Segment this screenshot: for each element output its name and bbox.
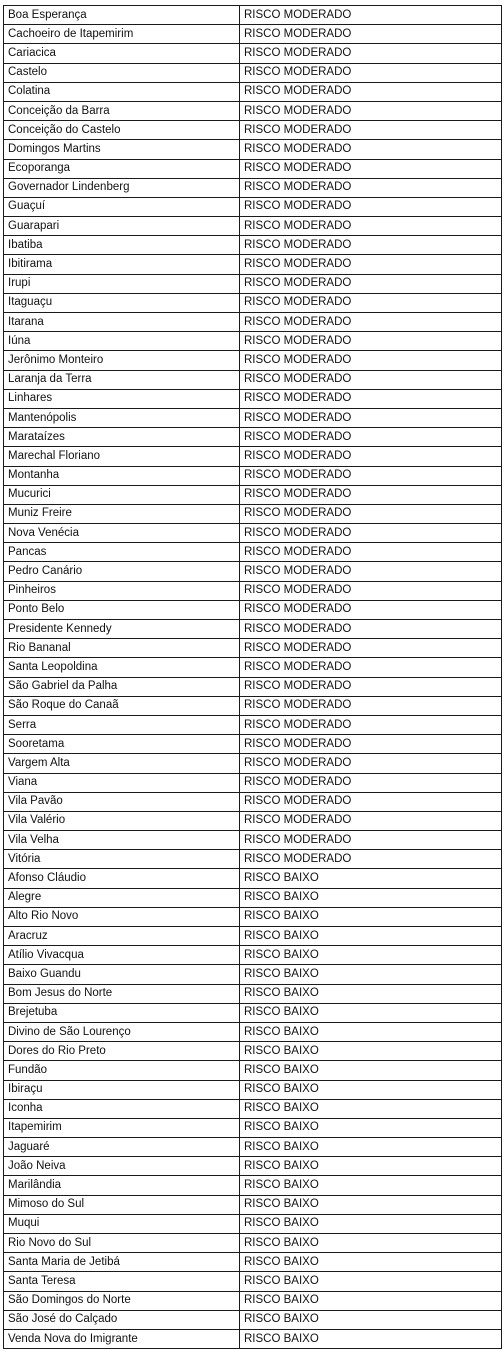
table-row — [4, 485, 502, 504]
risk-level-cell: RISCO MODERADO — [240, 63, 502, 82]
table-row — [4, 965, 502, 984]
table-row — [4, 1234, 502, 1253]
municipality-cell: Laranja da Terra — [4, 370, 240, 389]
risk-level-cell: RISCO MODERADO — [240, 447, 502, 466]
municipality-cell: Itarana — [4, 313, 240, 332]
municipality-cell: Santa Maria de Jetibá — [4, 1253, 240, 1272]
table-row — [4, 428, 502, 447]
table-row — [4, 82, 502, 101]
table-row — [4, 25, 502, 44]
risk-level-cell: RISCO MODERADO — [240, 543, 502, 562]
risk-level-cell: RISCO BAIXO — [240, 1080, 502, 1099]
municipality-cell: Boa Esperança — [4, 6, 240, 25]
table-row — [4, 927, 502, 946]
table-row — [4, 984, 502, 1003]
municipality-cell: Cachoeiro de Itapemirim — [4, 25, 240, 44]
municipality-cell: Domingos Martins — [4, 140, 240, 159]
municipality-cell: Pedro Canário — [4, 562, 240, 581]
risk-level-cell: RISCO MODERADO — [240, 524, 502, 543]
table-row — [4, 831, 502, 850]
table-row — [4, 178, 502, 197]
table-row — [4, 639, 502, 658]
table-row — [4, 504, 502, 523]
municipality-cell: Mantenópolis — [4, 408, 240, 427]
table-row — [4, 811, 502, 830]
risk-level-cell: RISCO BAIXO — [240, 1291, 502, 1310]
risk-level-cell: RISCO BAIXO — [240, 1042, 502, 1061]
municipality-cell: Venda Nova do Imigrante — [4, 1329, 240, 1348]
table-row — [4, 696, 502, 715]
table-row — [4, 159, 502, 178]
risk-level-cell: RISCO MODERADO — [240, 82, 502, 101]
table-row — [4, 869, 502, 888]
table-row — [4, 677, 502, 696]
table-row — [4, 408, 502, 427]
risk-level-cell: RISCO MODERADO — [240, 370, 502, 389]
risk-level-cell: RISCO MODERADO — [240, 313, 502, 332]
risk-level-cell: RISCO MODERADO — [240, 504, 502, 523]
table-row — [4, 1214, 502, 1233]
municipality-cell: Pancas — [4, 543, 240, 562]
table-row — [4, 773, 502, 792]
municipality-cell: Ibatiba — [4, 236, 240, 255]
risk-level-cell: RISCO MODERADO — [240, 581, 502, 600]
risk-level-cell: RISCO BAIXO — [240, 984, 502, 1003]
risk-level-cell: RISCO MODERADO — [240, 140, 502, 159]
table-row — [4, 850, 502, 869]
municipality-cell: Jerônimo Monteiro — [4, 351, 240, 370]
risk-level-cell: RISCO BAIXO — [240, 1214, 502, 1233]
risk-level-cell: RISCO BAIXO — [240, 1022, 502, 1041]
municipality-cell: Vila Velha — [4, 831, 240, 850]
table-row — [4, 1310, 502, 1329]
risk-level-cell: RISCO MODERADO — [240, 466, 502, 485]
risk-level-cell: RISCO MODERADO — [240, 428, 502, 447]
risk-level-cell: RISCO BAIXO — [240, 1176, 502, 1195]
risk-level-cell: RISCO MODERADO — [240, 389, 502, 408]
table-row — [4, 562, 502, 581]
table-row — [4, 1195, 502, 1214]
municipality-cell: Afonso Cláudio — [4, 869, 240, 888]
table-row — [4, 543, 502, 562]
municipality-cell: Brejetuba — [4, 1003, 240, 1022]
table-row — [4, 6, 502, 25]
municipality-cell: Rio Bananal — [4, 639, 240, 658]
table-row — [4, 581, 502, 600]
municipality-cell: Vila Valério — [4, 811, 240, 830]
risk-level-cell: RISCO BAIXO — [240, 1195, 502, 1214]
risk-level-cell: RISCO MODERADO — [240, 754, 502, 773]
municipality-cell: Divino de São Lourenço — [4, 1022, 240, 1041]
risk-level-cell: RISCO BAIXO — [240, 1138, 502, 1157]
municipality-cell: Aracruz — [4, 927, 240, 946]
risk-level-cell: RISCO MODERADO — [240, 850, 502, 869]
municipality-cell: Itapemirim — [4, 1118, 240, 1137]
table-row — [4, 600, 502, 619]
risk-level-cell: RISCO MODERADO — [240, 696, 502, 715]
risk-level-cell: RISCO MODERADO — [240, 121, 502, 140]
table-row — [4, 63, 502, 82]
municipality-cell: Marataízes — [4, 428, 240, 447]
municipality-cell: Ibitirama — [4, 255, 240, 274]
municipality-cell: São Gabriel da Palha — [4, 677, 240, 696]
municipality-cell: Castelo — [4, 63, 240, 82]
municipality-cell: Alegre — [4, 888, 240, 907]
municipality-cell: São Domingos do Norte — [4, 1291, 240, 1310]
municipality-cell: Baixo Guandu — [4, 965, 240, 984]
table-row — [4, 946, 502, 965]
municipality-cell: Itaguaçu — [4, 293, 240, 312]
risk-level-cell: RISCO MODERADO — [240, 408, 502, 427]
municipality-cell: Muqui — [4, 1214, 240, 1233]
municipality-cell: Cariacica — [4, 44, 240, 63]
risk-level-cell: RISCO BAIXO — [240, 888, 502, 907]
risk-level-cell: RISCO MODERADO — [240, 351, 502, 370]
municipality-cell: João Neiva — [4, 1157, 240, 1176]
risk-level-cell: RISCO MODERADO — [240, 639, 502, 658]
municipality-cell: Vargem Alta — [4, 754, 240, 773]
risk-level-cell: RISCO BAIXO — [240, 1234, 502, 1253]
table-row — [4, 351, 502, 370]
municipality-cell: Muniz Freire — [4, 504, 240, 523]
municipality-cell: Mimoso do Sul — [4, 1195, 240, 1214]
municipality-cell: Nova Venécia — [4, 524, 240, 543]
risk-level-cell: RISCO MODERADO — [240, 715, 502, 734]
table-row — [4, 1042, 502, 1061]
table-row — [4, 140, 502, 159]
risk-level-cell: RISCO MODERADO — [240, 44, 502, 63]
risk-level-cell: RISCO MODERADO — [240, 831, 502, 850]
table-row — [4, 1080, 502, 1099]
risk-level-cell: RISCO MODERADO — [240, 25, 502, 44]
municipality-cell: Linhares — [4, 389, 240, 408]
table-row — [4, 313, 502, 332]
municipality-cell: Fundão — [4, 1061, 240, 1080]
risk-level-cell: RISCO MODERADO — [240, 773, 502, 792]
municipality-cell: Jaguaré — [4, 1138, 240, 1157]
municipality-cell: Conceição do Castelo — [4, 121, 240, 140]
municipality-cell: Alto Rio Novo — [4, 907, 240, 926]
risk-level-cell: RISCO MODERADO — [240, 159, 502, 178]
table-row — [4, 274, 502, 293]
risk-level-cell: RISCO MODERADO — [240, 274, 502, 293]
risk-level-cell: RISCO BAIXO — [240, 946, 502, 965]
table-row — [4, 44, 502, 63]
municipality-cell: Dores do Rio Preto — [4, 1042, 240, 1061]
table-row — [4, 1176, 502, 1195]
table-row — [4, 332, 502, 351]
municipality-cell: Santa Teresa — [4, 1272, 240, 1291]
risk-level-cell: RISCO BAIXO — [240, 1061, 502, 1080]
risk-level-cell: RISCO BAIXO — [240, 1253, 502, 1272]
table-row — [4, 1061, 502, 1080]
risk-level-cell: RISCO MODERADO — [240, 197, 502, 216]
risk-level-cell: RISCO MODERADO — [240, 255, 502, 274]
municipality-cell: Ecoporanga — [4, 159, 240, 178]
municipality-cell: Pinheiros — [4, 581, 240, 600]
municipality-cell: Vila Pavão — [4, 792, 240, 811]
table-row — [4, 389, 502, 408]
table-row — [4, 447, 502, 466]
risk-level-cell: RISCO MODERADO — [240, 811, 502, 830]
table-row — [4, 121, 502, 140]
municipality-cell: Guarapari — [4, 217, 240, 236]
risk-level-cell: RISCO MODERADO — [240, 332, 502, 351]
table-row — [4, 524, 502, 543]
risk-level-cell: RISCO BAIXO — [240, 869, 502, 888]
municipality-cell: São José do Calçado — [4, 1310, 240, 1329]
table-row — [4, 620, 502, 639]
risk-level-cell: RISCO BAIXO — [240, 965, 502, 984]
municipality-cell: Vitória — [4, 850, 240, 869]
municipality-cell: Guaçuí — [4, 197, 240, 216]
risk-level-cell: RISCO MODERADO — [240, 600, 502, 619]
table-row — [4, 1118, 502, 1137]
table-row — [4, 792, 502, 811]
table-row — [4, 197, 502, 216]
table-row — [4, 217, 502, 236]
municipality-cell: Governador Lindenberg — [4, 178, 240, 197]
municipality-cell: Irupi — [4, 274, 240, 293]
risk-level-cell: RISCO MODERADO — [240, 658, 502, 677]
municipality-cell: Ponto Belo — [4, 600, 240, 619]
risk-level-cell: RISCO MODERADO — [240, 620, 502, 639]
municipality-cell: Conceição da Barra — [4, 101, 240, 120]
table-row — [4, 754, 502, 773]
table-row — [4, 236, 502, 255]
municipality-cell: Iconha — [4, 1099, 240, 1118]
table-row — [4, 1329, 502, 1348]
risk-level-cell: RISCO MODERADO — [240, 236, 502, 255]
municipality-cell: Santa Leopoldina — [4, 658, 240, 677]
municipality-cell: Viana — [4, 773, 240, 792]
table-row — [4, 658, 502, 677]
risk-level-cell: RISCO BAIXO — [240, 1003, 502, 1022]
municipality-cell: Marilândia — [4, 1176, 240, 1195]
risk-level-cell: RISCO BAIXO — [240, 1157, 502, 1176]
table-row — [4, 1253, 502, 1272]
municipality-cell: Colatina — [4, 82, 240, 101]
municipality-cell: São Roque do Canaã — [4, 696, 240, 715]
table-row — [4, 370, 502, 389]
risk-level-cell: RISCO BAIXO — [240, 1272, 502, 1291]
municipality-cell: Marechal Floriano — [4, 447, 240, 466]
risk-level-cell: RISCO BAIXO — [240, 1329, 502, 1348]
risk-level-cell: RISCO BAIXO — [240, 1099, 502, 1118]
risk-level-cell: RISCO MODERADO — [240, 792, 502, 811]
table-row — [4, 293, 502, 312]
risk-table-body — [4, 6, 502, 1349]
municipality-cell: Ibiraçu — [4, 1080, 240, 1099]
risk-level-cell: RISCO MODERADO — [240, 178, 502, 197]
table-row — [4, 466, 502, 485]
risk-level-cell: RISCO MODERADO — [240, 677, 502, 696]
table-row — [4, 1022, 502, 1041]
risk-level-cell: RISCO BAIXO — [240, 1310, 502, 1329]
risk-level-cell: RISCO MODERADO — [240, 735, 502, 754]
municipality-cell: Sooretama — [4, 735, 240, 754]
table-row — [4, 888, 502, 907]
municipality-cell: Bom Jesus do Norte — [4, 984, 240, 1003]
risk-level-cell: RISCO MODERADO — [240, 217, 502, 236]
table-row — [4, 1003, 502, 1022]
risk-level-cell: RISCO BAIXO — [240, 927, 502, 946]
table-row — [4, 1291, 502, 1310]
table-row — [4, 735, 502, 754]
table-row — [4, 1272, 502, 1291]
municipality-cell: Atílio Vivacqua — [4, 946, 240, 965]
risk-level-cell: RISCO MODERADO — [240, 562, 502, 581]
municipality-cell: Mucurici — [4, 485, 240, 504]
table-row — [4, 907, 502, 926]
table-row — [4, 1138, 502, 1157]
risk-level-cell: RISCO BAIXO — [240, 1118, 502, 1137]
risk-level-cell: RISCO BAIXO — [240, 907, 502, 926]
risk-level-cell: RISCO MODERADO — [240, 293, 502, 312]
risk-level-cell: RISCO MODERADO — [240, 101, 502, 120]
risk-level-cell: RISCO MODERADO — [240, 485, 502, 504]
municipality-cell: Montanha — [4, 466, 240, 485]
table-row — [4, 101, 502, 120]
table-row — [4, 255, 502, 274]
risk-table — [3, 5, 502, 1349]
risk-level-cell: RISCO MODERADO — [240, 6, 502, 25]
municipality-cell: Iúna — [4, 332, 240, 351]
municipality-cell: Rio Novo do Sul — [4, 1234, 240, 1253]
table-row — [4, 1099, 502, 1118]
table-row — [4, 715, 502, 734]
municipality-cell: Serra — [4, 715, 240, 734]
municipality-cell: Presidente Kennedy — [4, 620, 240, 639]
table-row — [4, 1157, 502, 1176]
